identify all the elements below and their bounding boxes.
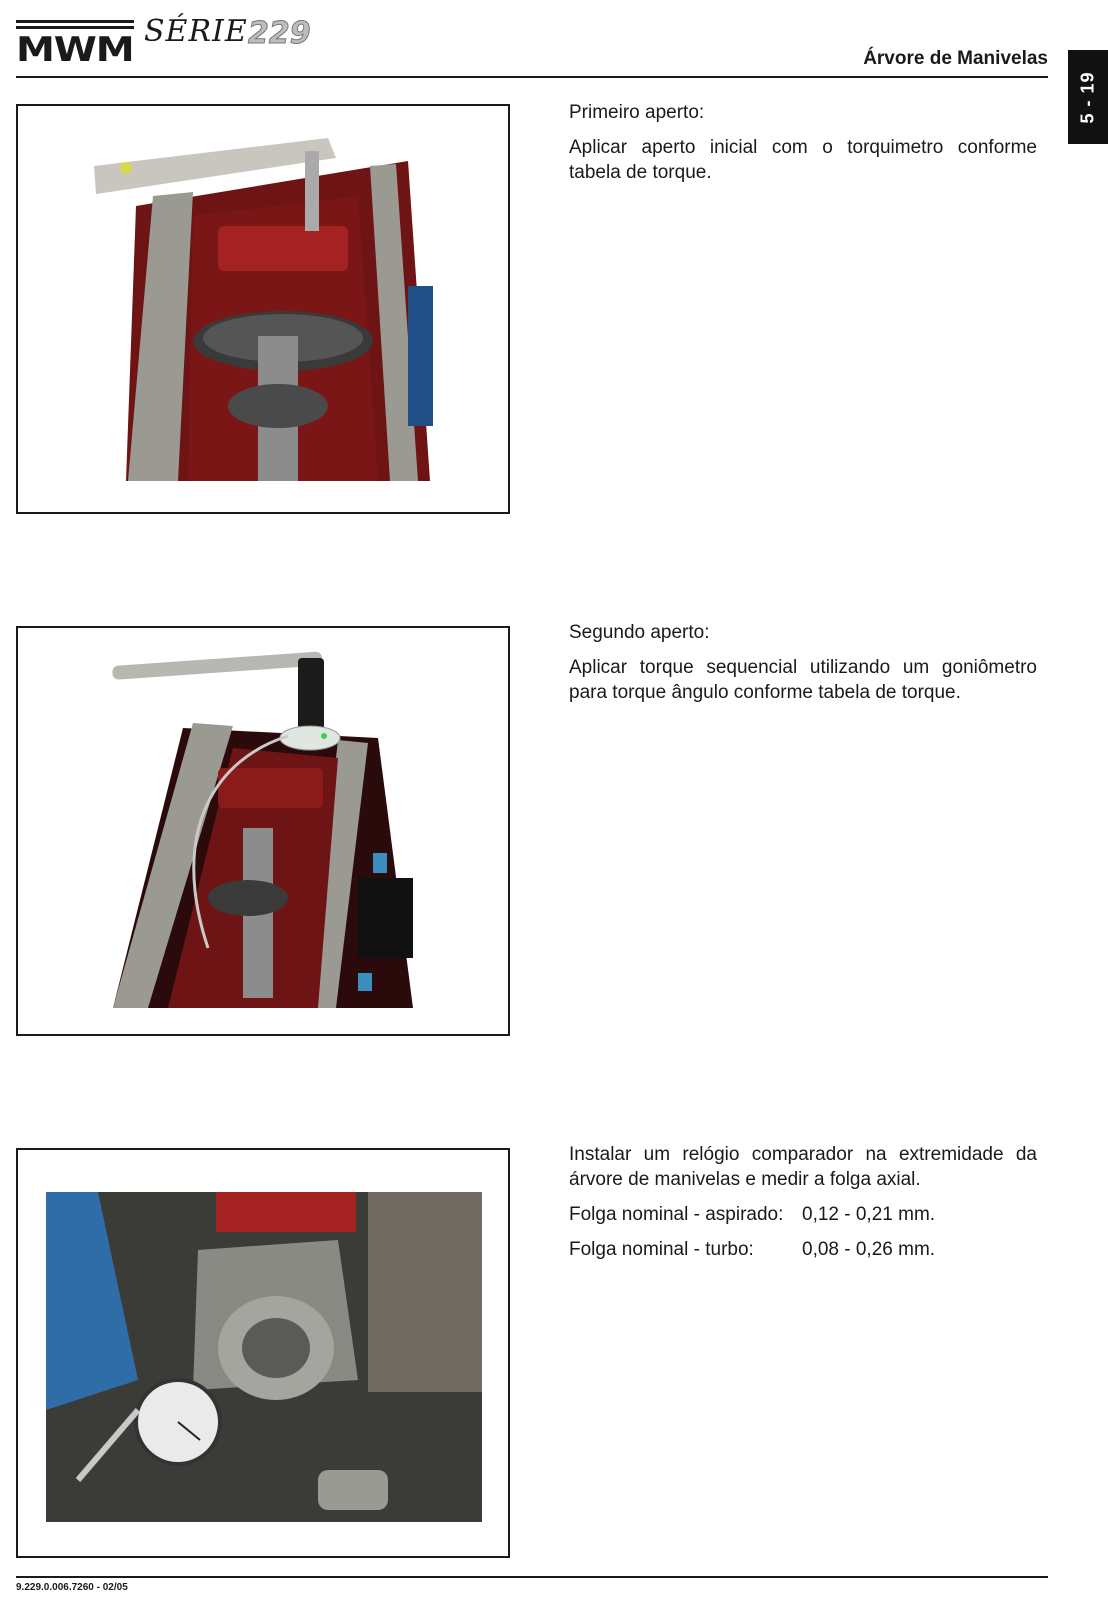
step-body: Aplicar torque sequencial utilizando um goniômetro para torque ângulo conforme tabela de torque. xyxy=(569,657,1037,703)
step-heading: Segundo aperto: xyxy=(569,622,710,643)
folga-row-turbo xyxy=(569,1237,1037,1262)
page-number-tab xyxy=(1068,50,1108,144)
logo-number: 229 xyxy=(248,16,311,51)
engine-block-goniometer-image xyxy=(18,628,508,1034)
page-number: 5 - 19 xyxy=(1077,70,1098,124)
dial-indicator-crankshaft-image xyxy=(18,1150,508,1556)
logo-brand: MWM xyxy=(16,30,134,70)
step-body: Instalar um relógio comparador na extremidade da árvore de manivelas e medir a folga axial. xyxy=(569,1144,1037,1190)
footer-divider xyxy=(16,1576,1048,1578)
engine-block-torque-wrench-image xyxy=(18,106,508,512)
mwm-serie-229-logo xyxy=(16,14,336,70)
step-heading: Primeiro aperto: xyxy=(569,102,705,123)
folga-label: Folga nominal - aspirado: xyxy=(569,1204,784,1225)
photo-first-tightening xyxy=(16,104,510,514)
photo-second-tightening xyxy=(16,626,510,1036)
folga-label: Folga nominal - turbo: xyxy=(569,1239,754,1260)
section-title: Árvore de Manivelas xyxy=(863,48,1048,69)
folga-row-aspirado xyxy=(569,1202,1037,1227)
photo-dial-indicator xyxy=(16,1148,510,1558)
document-code: 9.229.0.006.7260 - 02/05 xyxy=(16,1582,128,1593)
step-body: Aplicar aperto inicial com o torquimetro conforme tabela de torque. xyxy=(569,137,1037,183)
logo-series: SÉRIE xyxy=(144,14,248,49)
header-divider xyxy=(16,76,1048,78)
step-first-tightening xyxy=(569,100,1037,195)
folga-value: 0,08 - 0,26 mm. xyxy=(802,1239,936,1260)
step-second-tightening xyxy=(569,620,1037,715)
folga-value: 0,12 - 0,21 mm. xyxy=(802,1204,936,1225)
step-axial-clearance xyxy=(569,1142,1037,1272)
